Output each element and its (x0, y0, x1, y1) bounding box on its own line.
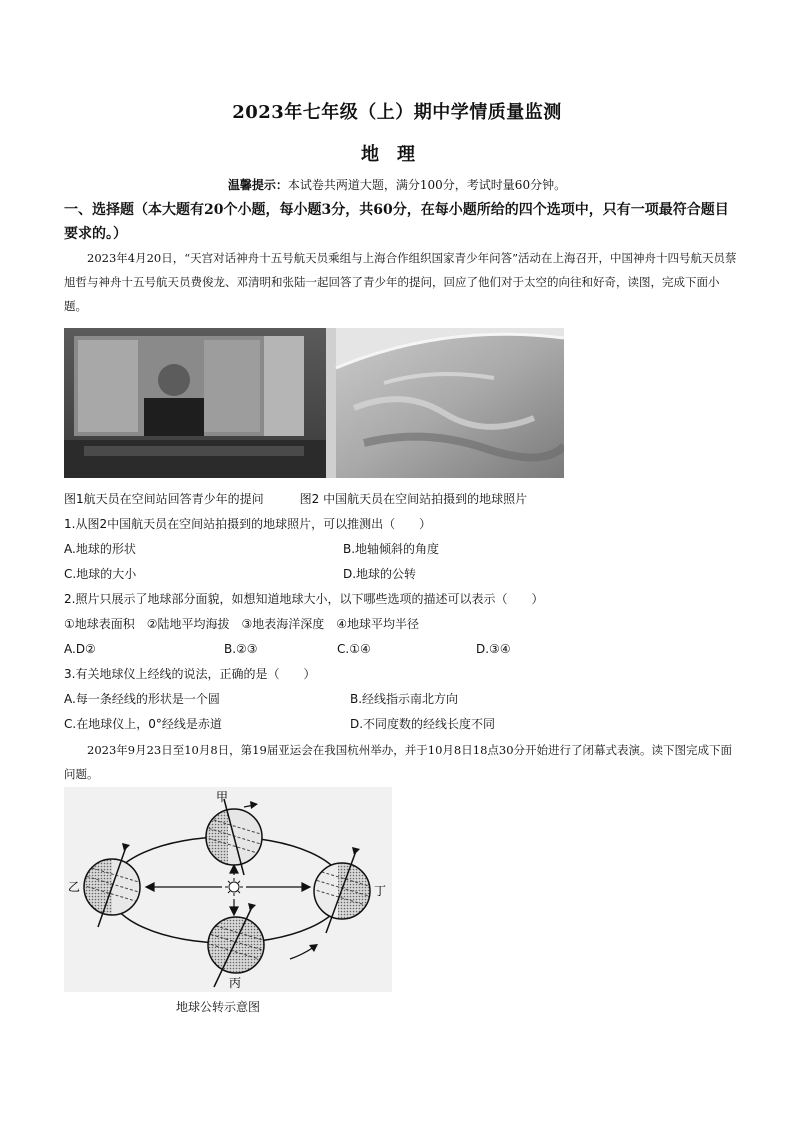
revolution-diagram-svg (64, 787, 392, 992)
subject-title: 地理 (361, 144, 433, 165)
passage-2: 2023年9月23日至10月8日，第19届亚运会在我国杭州举办，并于10月8日18点30分开始进行了闭幕式表演。读下图完成下面问题。 (64, 743, 733, 781)
q1-option-b: B.地轴倾斜的角度 (343, 542, 440, 556)
revolution-diagram (64, 787, 392, 992)
figure-2-photo (326, 328, 564, 478)
q1-option-d: D.地球的公转 (343, 567, 417, 581)
label-jia: 甲 (216, 790, 229, 804)
figure-captions (64, 490, 527, 507)
figure-photos (64, 328, 564, 478)
q2-option-d: D.③④ (476, 642, 511, 656)
q2-option-b: B.②③ (224, 642, 258, 656)
q1-option-c: C.地球的大小 (64, 567, 137, 581)
diagram-caption: 地球公转示意图 (176, 1000, 261, 1014)
tip-label: 温馨提示： (227, 178, 288, 192)
label-bing: 丙 (229, 976, 242, 990)
figure-1-caption: 图1航天员在空间站回答青少年的提问 (64, 492, 264, 506)
q2-items: ①地球表面积 ②陆地平均海拔 ③地表海洋深度 ④地球平均半径 (64, 617, 420, 631)
q3-option-d: D.不同度数的经线长度不同 (350, 717, 496, 731)
q1-stem: 1.从图2中国航天员在空间站拍摄到的地球照片，可以推测出（ ） (64, 517, 432, 531)
q2-option-c: C.①④ (337, 642, 371, 656)
q2-option-a: A.D② (64, 642, 96, 656)
passage-1: 2023年4月20日，“天宫对话神舟十五号航天员乘组与上海合作组织国家青少年问答”活动在上海召开，中国神舟十四号航天员蔡旭哲与神舟十五号航天员费俊龙、邓清明和张陆一起回答了青少年的提问，回应了他们对于太空的向往和好奇，读图，完成下面小题。 (64, 251, 737, 313)
q3-option-c: C.在地球仪上，0°经线是赤道 (64, 717, 222, 731)
q2-stem: 2.照片只展示了地球部分面貌，如想知道地球大小，以下哪些选项的描述可以表示（ ） (64, 592, 544, 606)
q3-option-b: B.经线指示南北方向 (350, 692, 459, 706)
photo-svg (64, 328, 564, 478)
exam-tip (0, 176, 794, 193)
q3-option-a: A.每一条经线的形状是一个圆 (64, 692, 220, 706)
figure-1-photo (64, 328, 326, 478)
tip-text: 本试卷共两道大题，满分100分，考试时量60分钟。 (287, 178, 567, 192)
label-yi: 乙 (68, 880, 81, 894)
figure-2-caption: 图2 中国航天员在空间站拍摄到的地球照片 (299, 492, 528, 506)
q1-option-a: A.地球的形状 (64, 542, 136, 556)
q3-stem: 3.有关地球仪上经线的说法，正确的是（ ） (64, 667, 316, 681)
section-heading: 一、选择题（本大题有20个小题，每小题3分，共60分，在每小题所给的四个选项中，只有一项最符合题目要求的。） (64, 202, 729, 242)
label-ding: 丁 (374, 884, 387, 898)
exam-title: 2023年七年级（上）期中学情质量监测 (232, 102, 562, 123)
